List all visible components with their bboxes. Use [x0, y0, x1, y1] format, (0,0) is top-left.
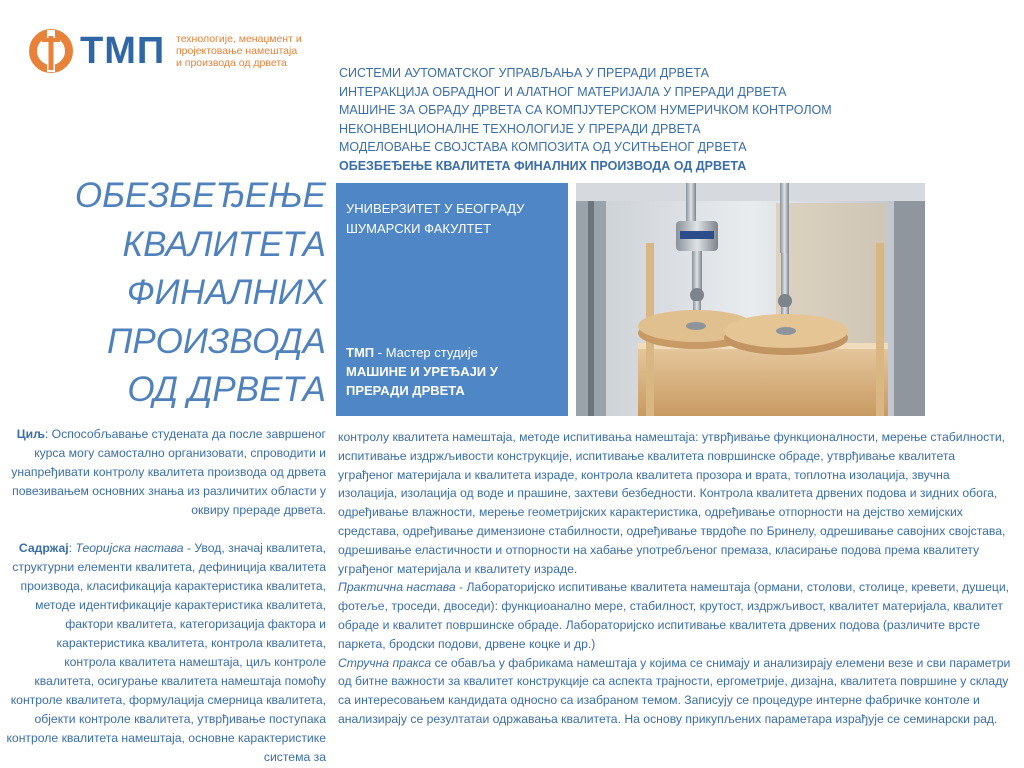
- title-line: КВАЛИТЕТА: [122, 224, 326, 264]
- course-item: МАШИНЕ ЗА ОБРАДУ ДРВЕТА СА КОМПЈУТЕРСКОМ НУМЕРИЧКОМ КОНТРОЛОМ: [339, 103, 832, 118]
- tagline-line: технологије, менаџмент и: [176, 33, 302, 45]
- course-item: ИНТЕРАКЦИЈА ОБРАДНОГ И АЛАТНОГ МАТЕРИЈАЛА У ПРЕРАДИ ДРВЕТА: [339, 84, 787, 99]
- left-text-column: [6, 425, 326, 767]
- goal-label: Циљ: [16, 427, 45, 441]
- program-level: Мастер студије: [385, 345, 478, 360]
- program-name-line: ПРЕРАДИ ДРВЕТА: [346, 383, 465, 398]
- title-line: ФИНАЛНИХ: [126, 273, 326, 312]
- faculty-line: ШУМАРСКИ ФАКУЛТЕТ: [346, 221, 492, 236]
- content-label: Садржај: [18, 541, 69, 555]
- university-line: УНИВЕРЗИТЕТ У БЕОГРАДУ: [346, 201, 525, 216]
- course-item: НЕКОНВЕНЦИОНАЛНЕ ТЕХНОЛОГИЈЕ У ПРЕРАДИ ДРВЕТА: [339, 121, 701, 136]
- tmp-logo-mark-icon: [28, 28, 74, 74]
- tmp-logo: [28, 28, 328, 74]
- professional-label: Стручна пракса: [338, 655, 432, 670]
- content-paragraph: Садржај: Теоријска настава - Увод, значај квалитета, структурни елементи квалитета, дефиниција квалитета производа, класификација карактеристика квалитета, методе идентификације карактеристика квалитета, фактори квалитета, категоризација фактора и карактеристика квалитета, контрола квалитета, контрола квалитета намештаја, циљ контроле квалитета, осигурање квалитета намештаја помоћу контроле квалитета, формулација смерница квалитета, објекти контроле квалитета, утврђивање поступака контроле квалитета намештаја, основне карактеристике система за: [6, 541, 326, 764]
- tmp-tagline: [176, 33, 336, 69]
- course-item: МОДЕЛОВАЊЕ СВОЈСТАВА КОМПОЗИТА ОД УСИТЊЕНОГ ДРВЕТА: [339, 140, 747, 155]
- goal-text: : Оспособљавање студената да после завршеног курса могу самостално организовати, спроводити и унапређивати контролу квалитета производа од дрвета повезивањем основних знања из различитих области у оквиру прераде дрвета.: [11, 427, 326, 517]
- tagline-line: пројектовање намештаја: [176, 45, 298, 57]
- theory-text: - Увод, значај квалитета, структурни елементи квалитета, дефиниција квалитета производа, класификација карактеристика квалитета, методе идентификације карактеристика квалитета, фактори квалитета, категоризација фактора и карактеристика квалитета, контрола квалитета, контрола квалитета намештаја, циљ контроле квалитета, осигурање квалитета намештаја помоћу контроле квалитета, формулација смерница квалитета, објекти контроле квалитета, утврђивање поступака контроле квалитета намештаја, основне карактеристике система за: [6, 541, 326, 764]
- practical-label: Практична настава: [338, 580, 456, 595]
- professional-paragraph: [338, 654, 1012, 729]
- course-item-current: ОБЕЗБЕЂЕЊЕ КВАЛИТЕТА ФИНАЛНИХ ПРОИЗВОДА ОД ДРВЕТА: [339, 158, 747, 173]
- theory-label: Теоријска настава: [75, 541, 184, 555]
- goal-paragraph: [6, 425, 326, 520]
- page-title: [60, 172, 326, 415]
- course-item: СИСТЕМИ АУТОМАТСКОГ УПРАВЉАЊА У ПРЕРАДИ ДРВЕТА: [339, 66, 709, 80]
- program-description: [346, 343, 561, 400]
- professional-text: се обавља у фабрикама намештаја у којима се снимају и анализирају елемени везе и сви параметри од битне важности за квалитет конструкције са аспекта трајности, ергометрије, дизајна, квалитета површине у складу са интересовањем кандидата односно са изабраном темом. Записују се процедуре интерне фабричке контоле и анализирају се резултатаи одржавања квалитета. На основу прикупљених параметара израђује се семинарски рад.: [338, 655, 1011, 726]
- title-line: ОБЕЗБЕЂЕЊЕ: [74, 176, 326, 215]
- tagline-line: и производа од дрвета: [176, 57, 287, 69]
- program-separator: -: [374, 345, 386, 360]
- university-name: [346, 199, 524, 239]
- program-level-line: [346, 343, 561, 362]
- title-line: ПРОИЗВОДА: [106, 321, 326, 361]
- program-info-box: [336, 183, 568, 416]
- right-text-column: [338, 428, 1012, 729]
- lab-testing-photo-image: [576, 183, 925, 416]
- program-abbr: ТМП: [346, 345, 375, 360]
- lab-testing-photo: [576, 183, 925, 416]
- program-name-line: МАШИНЕ И УРЕЂАЈИ У: [346, 364, 498, 379]
- course-list: [339, 64, 899, 176]
- title-line: ОД ДРВЕТА: [127, 370, 326, 409]
- theory-continuation: контролу квалитета намештаја, методе испитивања намештаја: утврђивање функционалности, мерење стабилности, испитивање издржљивости конструкције, испитивање квалитета површинске обраде, утврђивање квалитета уграђеног материјала и квалитета израде, контрола квалитета прозора и врата, топлотна изолација, звучна изолација, изолација од воде и прашине, захтеви безбедности. Контрола квалитета дрвених подова и зидних обога, одређивање влажности, мерење геометријских карактеристика, одређивање отпорности на дејство хемијских средстава, одређивање димензионе стабилности, одређивање тврдоће по Бринелу, одрешивање савојних својстава, одрешивање еластичности и отпорности на хабање употребљеног премаза, класирање подова према квалитету уграђеног материјала и квалитету израде.: [338, 430, 1006, 576]
- practical-paragraph: [338, 578, 1012, 653]
- tmp-wordmark: ТМП: [80, 30, 166, 72]
- practical-text: - Лабораторијско испитивање квалитета намештаја (ормани, столови, столице, кревети, душеци, фотеље, троседи, двоседи): функциоанално мере, стабилност, крутост, издржљивост, квалитет материјала, квалитет обраде и квалитет површинске обраде. Лабораторијско испитивање квалитета дрвених подова (различите врсте паркета, бродски подови, дрвене коцке и др.): [338, 580, 1010, 651]
